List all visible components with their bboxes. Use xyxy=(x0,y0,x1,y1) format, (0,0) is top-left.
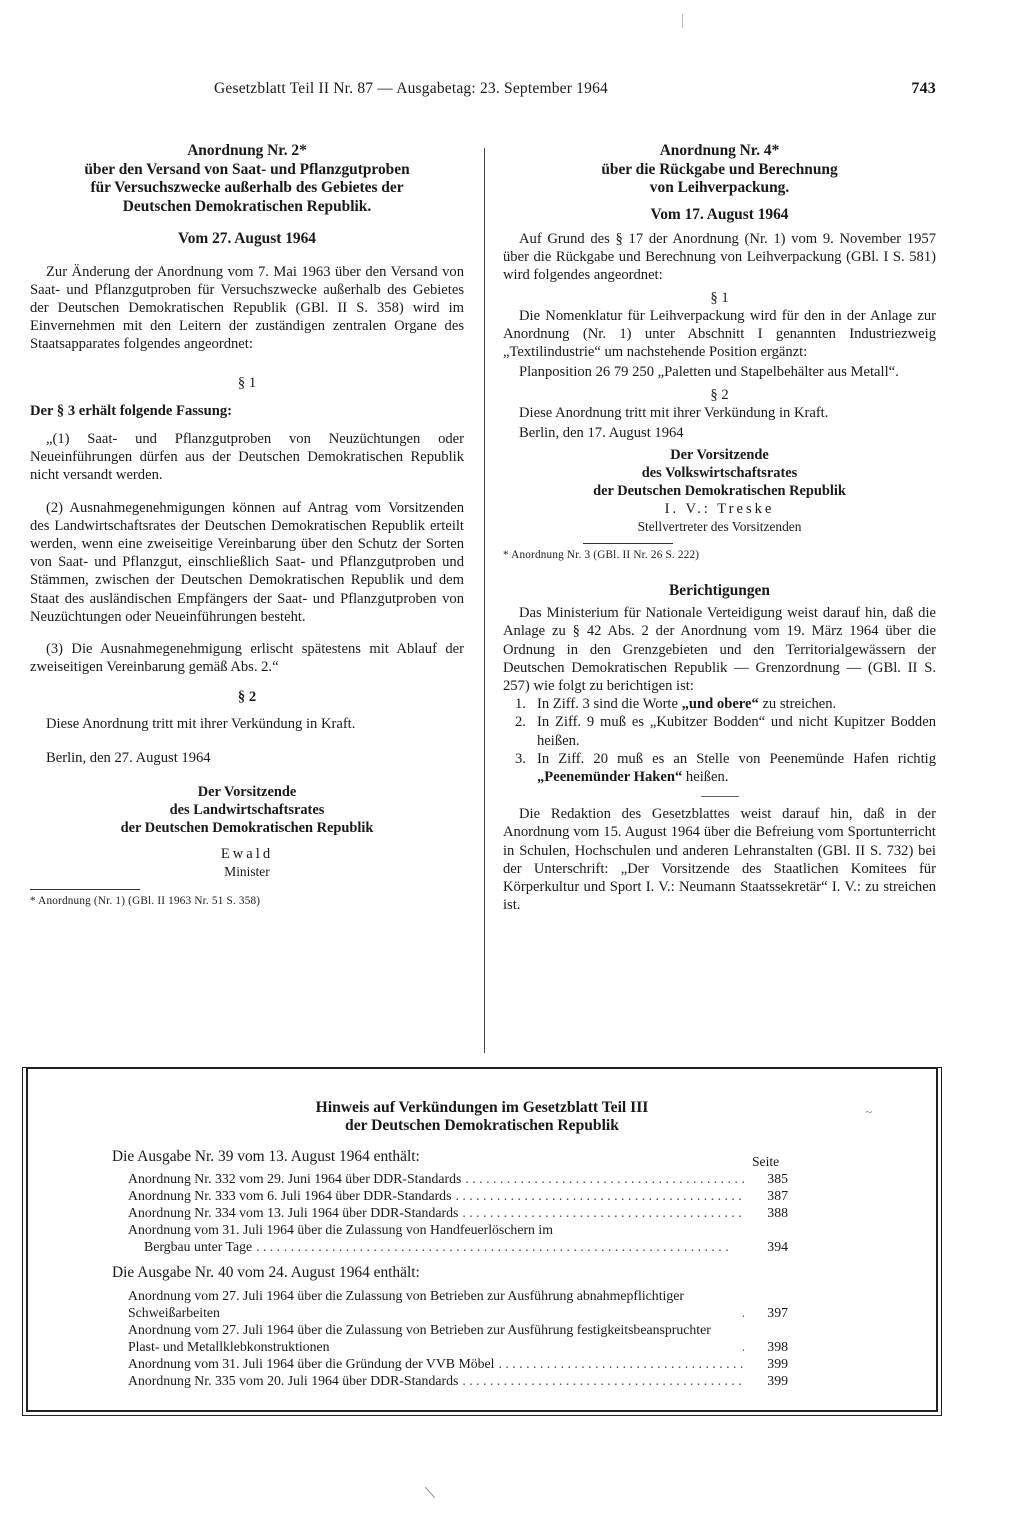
notice-entry xyxy=(128,1288,788,1321)
item-text xyxy=(537,713,936,749)
left-title-line: Anordnung Nr. 2* xyxy=(187,142,307,159)
right-title-line: über die Rückgabe und Berechnung xyxy=(601,160,838,178)
corrections-intro: Das Ministerium für Nationale Verteidigung weist darauf hin, daß die Anlage zu § 42 Abs. 2 der Anordnung vom 19. März 1964 über die Ordnung in den Grenzgebieten und den Territorialgewässern der Deutschen Demokratischen Republik — Grenzordnung — (GBl. II S. 257) wie folgt zu berichtigen ist: xyxy=(503,605,936,695)
item-text-part: In Ziff. 20 muß es an Stelle von Peenemünde Hafen richtig xyxy=(537,750,936,767)
header-title: Gesetzblatt Teil II Nr. 87 — Ausgabetag: 23. September 1964 xyxy=(214,80,608,97)
entry-page: 399 xyxy=(767,1373,788,1388)
left-column xyxy=(30,142,464,908)
item-number: 1. xyxy=(515,696,526,713)
entry-text: Anordnung Nr. 334 vom 13. Juli 1964 über DDR-Standards xyxy=(128,1205,459,1220)
leader-dots xyxy=(462,1373,744,1390)
right-footnote-rule xyxy=(583,543,673,544)
notice-entry xyxy=(128,1171,788,1188)
right-signature-line: der Deutschen Demokratischen Republik xyxy=(593,483,846,500)
right-doc-title xyxy=(503,142,936,198)
item-text-part: In Ziff. 9 muß es „Kubitzer Bodden“ und nicht Kupitzer Bodden heißen. xyxy=(537,714,936,749)
item-text-part: zu streichen. xyxy=(758,696,837,713)
scan-mark xyxy=(425,1487,435,1498)
leader-dots xyxy=(256,1239,744,1256)
notice-entry xyxy=(128,1188,788,1205)
left-paragraph-1: „(1) Saat- und Pflanzgutproben von Neuzüchtungen oder Neueinführungen dürfen aus der Deutschen Demokratischen Republik nicht versandt werden. xyxy=(30,431,464,484)
entry-text: Anordnung Nr. 333 vom 6. Juli 1964 über DDR-Standards xyxy=(128,1188,452,1203)
left-doc-date: Vom 27. August 1964 xyxy=(178,230,316,248)
item-text-bold: „und obere“ xyxy=(681,696,759,713)
corrections-title: Berichtigungen xyxy=(669,581,770,599)
left-footnote-rule xyxy=(30,889,140,890)
issue-heading: Die Ausgabe Nr. 40 vom 24. August 1964 enthält: xyxy=(112,1264,420,1281)
right-title-line: Anordnung Nr. 4* xyxy=(659,142,780,159)
right-signature-line: Der Vorsitzende xyxy=(670,447,769,464)
left-intro: Zur Änderung der Anordnung vom 7. Mai 1963 über den Versand von Saat- und Pflanzgutproben für Versuchszwecke außerhalb des Gebietes der Deutschen Demokratischen Republik (GBl. II S. 358) wird im Einvernehmen mit den Leitern der zuständigen zentralen Organe des Staatsapparates folgendes angeordnet: xyxy=(30,263,464,353)
column-divider xyxy=(484,148,485,1053)
notice-entry xyxy=(128,1373,788,1390)
item-text-part: heißen. xyxy=(682,769,729,786)
left-signature-line: der Deutschen Demokratischen Republik xyxy=(120,820,374,837)
notice-entry xyxy=(128,1356,788,1373)
item-number: 2. xyxy=(515,714,526,731)
page-column-label: Seite xyxy=(752,1154,780,1169)
page-number: 743 xyxy=(911,80,936,97)
notice-title xyxy=(28,1099,936,1135)
leader-dots xyxy=(742,1339,744,1356)
right-paragraph-1: Die Nomenklatur für Leihverpackung wird für den in der Anlage zur Anordnung (Nr. 1) unter Abschnitt I genannten Industriezweig „Textilindustrie“ um nachstehende Position ergänzt: xyxy=(503,307,936,361)
entry-text: Anordnung vom 27. Juli 1964 über die Zulassung von Betrieben zur Ausführung festigkeitsbeanspruchter Plast- und Metallklebkonstruktionen xyxy=(128,1322,711,1354)
item-text xyxy=(537,695,936,713)
leader-dots xyxy=(455,1188,744,1205)
entry-page: 399 xyxy=(767,1356,788,1371)
right-doc-date: Vom 17. August 1964 xyxy=(650,205,789,223)
left-paragraph-3: (3) Die Ausnahmegenehmigung erlischt spätestens mit Ablauf der zweiseitigen Vereinbarung gemäß Abs. 2.“ xyxy=(30,641,464,676)
entry-text: Anordnung vom 31. Juli 1964 über die Gründung der VVB Möbel xyxy=(128,1356,495,1371)
editorial-note: Die Redaktion des Gesetzblattes weist darauf hin, daß in der Anordnung vom 15. August 1964 über die Befreiung vom Sportunterricht in Schulen, Hochschulen und anderen Lehranstalten (GBl. II S. 732) bei der Unterschrift: „Der Vorsitzende des Staatlichen Komitees für Körperkultur und Sport I. V.: Neumann Staatssekretär“ I. V.: zu streichen ist. xyxy=(503,806,936,914)
item-text xyxy=(537,750,936,786)
right-intro: Auf Grund des § 17 der Anordnung (Nr. 1) vom 9. November 1957 über die Rückgabe und Berechnung von Leihverpackung (GBl. I S. 581) wird folgendes angeordnet: xyxy=(503,230,936,284)
left-signer-role: Minister xyxy=(224,864,270,880)
left-signature-line: Der Vorsitzende xyxy=(197,784,297,801)
item-text-bold: „Peenemünder Haken“ xyxy=(537,769,683,786)
right-place-date: Berlin, den 17. August 1964 xyxy=(519,425,684,442)
left-title-line: über den Versand von Saat- und Pflanzgutproben xyxy=(84,160,410,178)
entry-page: 385 xyxy=(767,1171,788,1186)
entry-page: 387 xyxy=(767,1188,788,1203)
left-footnote: * Anordnung (Nr. 1) (GBl. II 1963 Nr. 51 S. 358) xyxy=(30,895,261,908)
left-place-date: Berlin, den 27. August 1964 xyxy=(46,749,211,766)
left-paragraph-4: Diese Anordnung tritt mit ihrer Verkündung in Kraft. xyxy=(46,715,356,732)
notice-entry xyxy=(128,1205,788,1222)
left-section-1-lead: Der § 3 erhält folgende Fassung: xyxy=(30,402,233,419)
item-text-part: In Ziff. 3 sind die Worte xyxy=(537,696,682,713)
right-signature-block xyxy=(503,446,936,500)
right-signature-line: des Volkswirtschaftsrates xyxy=(641,465,798,482)
right-section-2: § 2 xyxy=(710,386,729,403)
leader-dots xyxy=(742,1305,744,1322)
left-doc-title xyxy=(30,142,464,216)
right-signer-name: I. V.: Treske xyxy=(664,501,775,518)
right-title-line: von Leihverpackung. xyxy=(649,179,790,197)
notice-title-line: Hinweis auf Verkündungen im Gesetzblatt Teil III xyxy=(315,1099,649,1116)
right-signer-role: Stellvertreter des Vorsitzenden xyxy=(637,519,802,535)
entry-text: Anordnung Nr. 335 vom 20. Juli 1964 über DDR-Standards xyxy=(128,1373,459,1388)
right-column xyxy=(503,142,936,914)
scan-mark: ~ xyxy=(865,1105,872,1119)
leader-dots xyxy=(498,1356,744,1373)
left-title-line: Deutschen Demokratischen Republik. xyxy=(122,197,372,215)
corrections-item xyxy=(503,695,936,713)
left-signature-line: des Landwirtschaftsrates xyxy=(169,802,325,819)
left-section-1: § 1 xyxy=(237,374,257,391)
scan-mark xyxy=(682,14,683,28)
page-header xyxy=(30,80,945,106)
leader-dots xyxy=(465,1171,744,1188)
item-number: 3. xyxy=(515,750,526,767)
left-signer-name: Ewald xyxy=(220,846,274,863)
entry-page: 394 xyxy=(767,1238,788,1254)
left-section-2: § 2 xyxy=(237,689,257,706)
right-paragraph-3: Diese Anordnung tritt mit ihrer Verkündung in Kraft. xyxy=(519,404,829,421)
notice-title-line: der Deutschen Demokratischen Republik xyxy=(345,1117,619,1134)
notice-entry xyxy=(128,1322,788,1355)
entry-page: 388 xyxy=(767,1205,788,1220)
corrections-item xyxy=(503,750,936,786)
left-title-line: für Versuchszwecke außerhalb des Gebietes der xyxy=(90,179,404,197)
right-footnote: * Anordnung Nr. 3 (GBl. II Nr. 26 S. 222) xyxy=(503,548,700,561)
notice-entry xyxy=(128,1222,788,1255)
right-section-1: § 1 xyxy=(710,289,729,306)
entry-page: 398 xyxy=(767,1338,788,1354)
leader-dots xyxy=(462,1205,744,1222)
left-paragraph-2: (2) Ausnahmegenehmigungen können auf Antrag vom Vorsitzenden des Landwirtschaftsrates der Deutschen Demokratischen Republik erteilt werden, wenn eine zweiseitige Vereinbarung über den Schutz der Sorten von Saat- und Pflanzgut, einschließlich Saat- und Pflanzgutproben und Stämmen, zwischen der Deutschen Demokratischen Republik und dem Staat des ausländischen Empfängers der Saat- und Pflanzgutproben von Neuzüchtungen oder Neueinführungen besteht. xyxy=(30,499,464,625)
entry-text: Anordnung Nr. 332 vom 29. Juni 1964 über DDR-Standards xyxy=(128,1171,462,1186)
entry-text: Bergbau unter Tage xyxy=(144,1238,253,1254)
entry-text: Anordnung vom 31. Juli 1964 über die Zulassung von Handfeuerlöschern im xyxy=(128,1222,553,1237)
issue-heading: Die Ausgabe Nr. 39 vom 13. August 1964 enthält: xyxy=(112,1148,420,1165)
left-signature-block xyxy=(30,783,464,837)
section-separator xyxy=(701,796,739,797)
corrections-item xyxy=(503,713,936,749)
entry-text: Anordnung vom 27. Juli 1964 über die Zulassung von Betrieben zur Ausführung abnahmepflichtiger Schweißarbeiten xyxy=(128,1288,684,1320)
right-paragraph-2: Planposition 26 79 250 „Paletten und Stapelbehälter aus Metall“. xyxy=(519,364,899,381)
entry-page: 397 xyxy=(767,1304,788,1320)
